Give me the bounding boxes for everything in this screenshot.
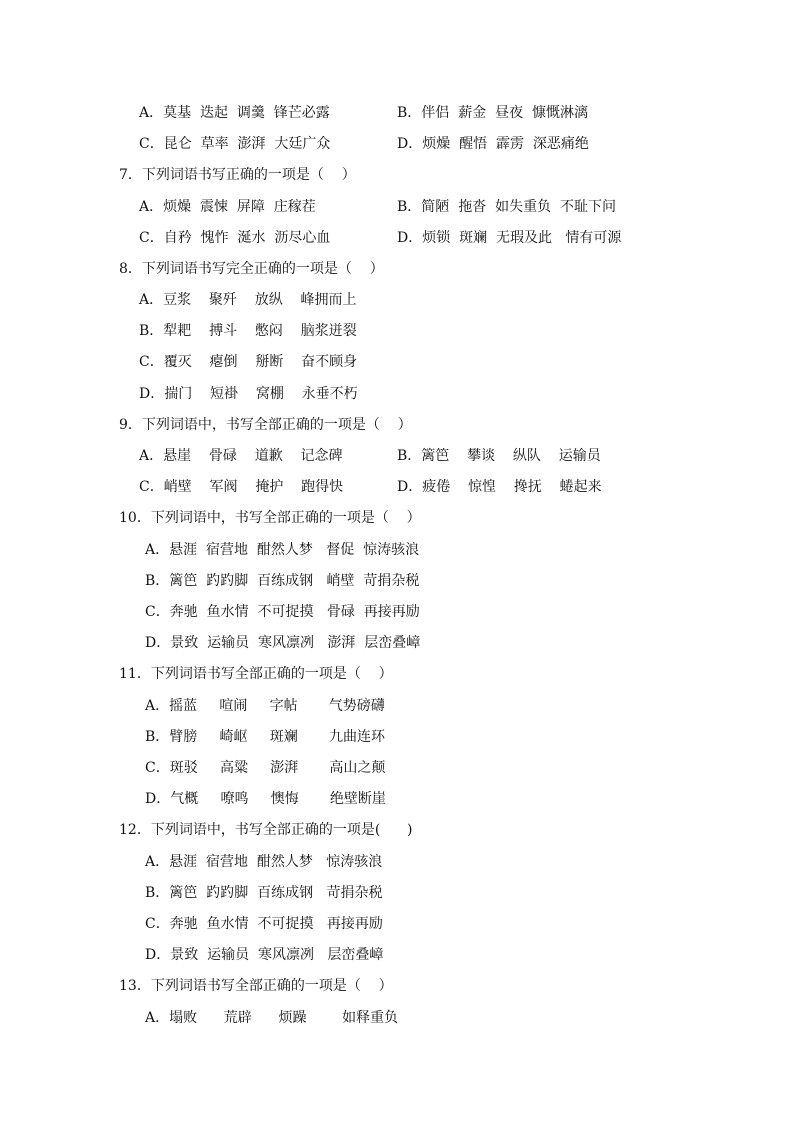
answer-option: B．篱笆 攀谈 纵队 运输员 — [397, 448, 601, 464]
answer-option: A．悬崖 骨碌 道歉 记念碑 — [139, 448, 343, 464]
answer-option: B．伴侣 薪金 昼夜 慷慨淋漓 — [397, 105, 588, 121]
answer-option: A．摇蓝 喧闹 字帖 气势磅礴 — [145, 698, 385, 714]
answer-option: B．篱笆 趵趵脚 百练成钢 峭壁 苛捐杂税 — [145, 573, 420, 589]
answer-option: D．气概 嘹鸣 懊悔 绝壁断崖 — [145, 791, 386, 807]
answer-option: C．奔驰 鱼水情 不可捉摸 再接再励 — [145, 916, 383, 932]
answer-option: A．莫基 迭起 调羹 锋芒必露 — [139, 105, 330, 121]
answer-option: C．覆灭 瘪倒 掰断 奋不顾身 — [139, 354, 358, 370]
answer-option: B．篱笆 趵趵脚 百练成钢 苛捐杂税 — [145, 885, 383, 901]
answer-option: C．斑驳 高粱 澎湃 高山之颠 — [145, 760, 386, 776]
answer-option: A．塌败 荒辟 烦躁 如释重负 — [145, 1010, 399, 1026]
answer-option: D．景致 运输员 寒风凛冽 澎湃 层峦叠嶂 — [145, 635, 421, 651]
question-text: 8．下列词语书写完全正确的一项是（ ） — [119, 261, 384, 277]
answer-option: B．简陋 拖沓 如失重负 不耻下问 — [397, 199, 616, 215]
question-text: 13．下列词语书写全部正确的一项是（ ） — [119, 978, 393, 994]
answer-option: D．烦燥 醒悟 霹雳 深恶痛绝 — [397, 136, 589, 152]
question-text: 11．下列词语书写全部正确的一项是（ ） — [119, 666, 393, 682]
question-text: 12．下列词语中，书写全部正确的一项是( ) — [119, 822, 413, 838]
answer-option: C．自矜 愧怍 涎水 沥尽心血 — [139, 230, 331, 246]
answer-option: D．揣门 短褂 窝棚 永垂不朽 — [139, 386, 358, 402]
answer-option: D．景致 运输员 寒风凛冽 层峦叠嶂 — [145, 947, 384, 963]
answer-option: A．豆浆 聚歼 放纵 峰拥而上 — [139, 292, 357, 308]
answer-option: B．臂膀 崎岖 斑斓 九曲连环 — [145, 729, 385, 745]
answer-option: D．疲倦 惊惶 搀抚 蜷起来 — [397, 479, 602, 495]
answer-option: A．悬涯 宿营地 酣然人梦 督促 惊涛骇浪 — [145, 542, 420, 558]
answer-option: C．昆仑 草率 澎湃 大廷广众 — [139, 136, 331, 152]
answer-option: C．峭壁 军阀 掩护 跑得快 — [139, 479, 344, 495]
answer-option: B．犁耙 搏斗 憋闷 脑浆迸裂 — [139, 323, 357, 339]
question-text: 7．下列词语书写正确的一项是（ ） — [119, 167, 356, 183]
question-text: 10．下列词语中，书写全部正确的一项是（ ） — [119, 510, 421, 526]
question-text: 9．下列词语中，书写全部正确的一项是（ ） — [119, 417, 412, 433]
answer-option: A．烦燥 震悚 屏障 庄稼茬 — [139, 199, 316, 215]
answer-option: A．悬涯 宿营地 酣然人梦 惊涛骇浪 — [145, 854, 383, 870]
answer-option: D．烦锁 斑斓 无瑕及此 情有可源 — [397, 230, 622, 246]
answer-option: C．奔驰 鱼水情 不可捉摸 骨碌 再接再励 — [145, 604, 420, 620]
